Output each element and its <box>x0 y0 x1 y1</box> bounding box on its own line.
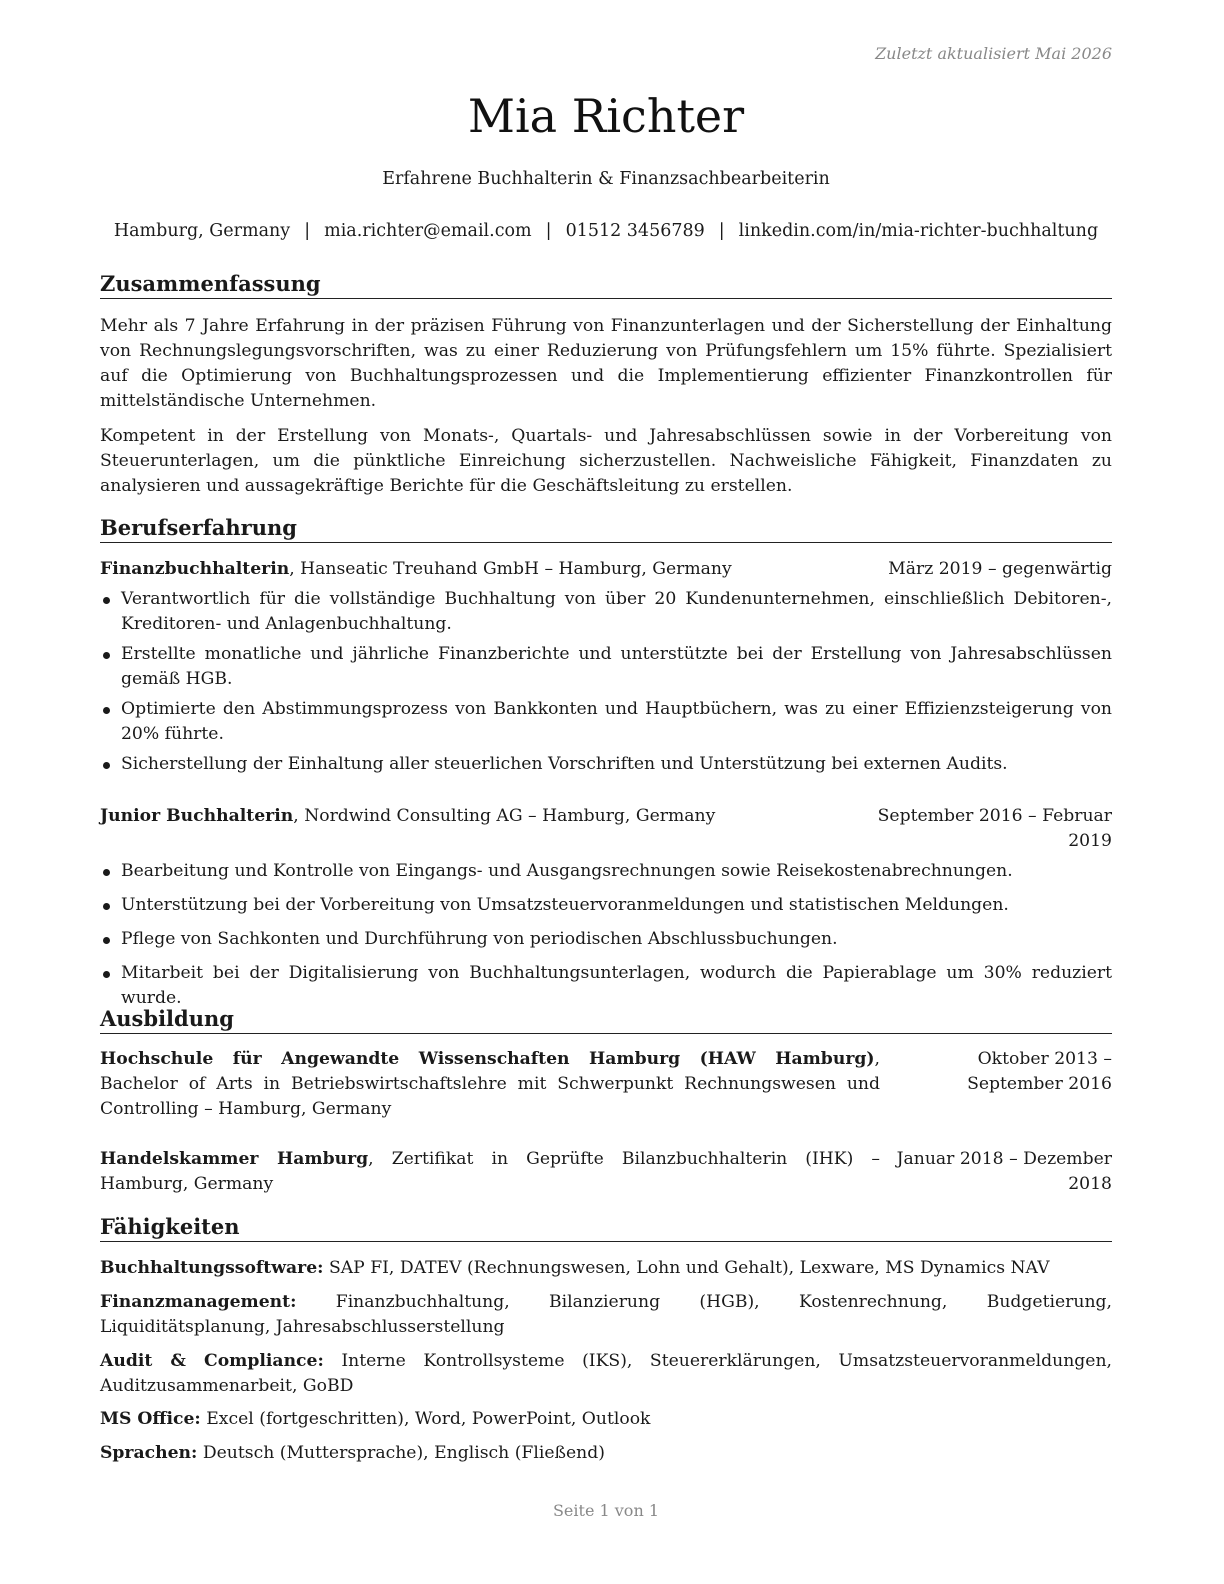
contact-separator: | <box>718 221 725 241</box>
job-dates: September 2016 – Februar 2019 <box>877 806 1112 851</box>
skill-value: Excel (fortgeschritten), Word, PowerPoint, Outlook <box>200 1409 651 1429</box>
contact-phone[interactable]: 01512 3456789 <box>565 221 705 241</box>
skill-label: Buchhaltungssoftware: <box>100 1258 324 1278</box>
job-role: Finanzbuchhalterin <box>100 559 290 579</box>
education-institution: Hochschule für Angewandte Wissenschaften Hamburg (HAW Hamburg) <box>100 1049 875 1069</box>
section-title-summary: Zusammenfassung <box>100 270 1112 299</box>
job-title-line <box>100 804 715 829</box>
education-item <box>100 1147 1112 1197</box>
list-item: Unterstützung bei der Vorbereitung von Umsatzsteuervoranmeldungen und statistischen Meldungen. <box>100 893 1112 918</box>
job-role: Junior Buchhalterin <box>100 806 294 826</box>
skill-row <box>100 1349 1112 1399</box>
education-dates: Januar 2018 – Dezember 2018 <box>896 1149 1112 1194</box>
list-item: Bearbeitung und Kontrolle von Eingangs- und Ausgangsrechnungen sowie Reisekostenabrechnungen. <box>100 859 1112 884</box>
list-item: Sicherstellung der Einhaltung aller steuerlichen Vorschriften und Unterstützung bei externen Audits. <box>100 752 1112 777</box>
skill-value: Interne Kontrollsysteme (IKS), Steuererklärungen, Umsatzsteuervoranmeldungen, Auditzusammenarbeit, GoBD <box>100 1351 1112 1396</box>
skill-row <box>100 1441 1112 1466</box>
section-title-skills: Fähigkeiten <box>100 1213 1112 1242</box>
education-detail: , Bachelor of Arts in Betriebswirtschaftslehre mit Schwerpunkt Rechnungswesen und Controlling – Hamburg, Germany <box>100 1049 880 1119</box>
skill-row <box>100 1407 1112 1432</box>
contact-linkedin[interactable]: linkedin.com/in/mia-richter-buchhaltung <box>738 221 1099 241</box>
contact-location: Hamburg, Germany <box>113 221 291 241</box>
last-updated: Zuletzt aktualisiert Mai 2026 <box>875 44 1112 63</box>
candidate-subtitle: Erfahrene Buchhalterin & Finanzsachbearbeiterin <box>382 169 830 189</box>
education-description <box>100 1047 880 1122</box>
contact-line <box>100 218 1112 244</box>
list-item: Mitarbeit bei der Digitalisierung von Buchhaltungsunterlagen, wodurch die Papierablage um 30% reduziert wurde. <box>100 961 1112 1011</box>
skill-label: Finanzmanagement: <box>100 1292 297 1312</box>
job-company: , Hanseatic Treuhand GmbH – Hamburg, Germany <box>289 559 732 579</box>
education-institution: Handelskammer Hamburg <box>100 1149 369 1169</box>
list-item: Optimierte den Abstimmungsprozess von Bankkonten und Hauptbüchern, was zu einer Effizienzsteigerung von 20% führte. <box>100 697 1112 747</box>
job-company: , Nordwind Consulting AG – Hamburg, Germany <box>293 806 716 826</box>
section-title-experience: Berufserfahrung <box>100 514 1112 543</box>
skill-label: Sprachen: <box>100 1443 198 1463</box>
page-number: Seite 1 von 1 <box>552 1501 660 1520</box>
job-bullets <box>100 587 1112 777</box>
list-item: Erstellte monatliche und jährliche Finanzberichte und unterstützte bei der Erstellung von Jahresabschlüssen gemäß HGB. <box>100 642 1112 692</box>
skill-value: Deutsch (Muttersprache), Englisch (Fließend) <box>197 1443 605 1463</box>
job-dates: März 2019 – gegenwärtig <box>888 559 1112 579</box>
summary-paragraph-1: Mehr als 7 Jahre Erfahrung in der präzisen Führung von Finanzunterlagen und der Sicherstellung der Einhaltung von Rechnungslegungsvorschriften, was zu einer Reduzierung von Prüfungsfehlern um 15% führte. Spezialisiert auf die Optimierung von Buchhaltungsprozessen und die Implementierung effizienter Finanzkontrollen für mittelständische Unternehmen. <box>100 316 1112 411</box>
skill-row <box>100 1256 1112 1281</box>
resume-page <box>100 0 1112 1584</box>
list-item: Verantwortlich für die vollständige Buchhaltung von über 20 Kundenunternehmen, einschließlich Debitoren-, Kreditoren- und Anlagenbuchhaltung. <box>100 587 1112 637</box>
education-detail: , Zertifikat in Geprüfte Bilanzbuchhalterin (IHK) – Hamburg, Germany <box>100 1149 880 1194</box>
job-bullets <box>100 859 1112 1011</box>
job-header <box>100 804 1112 851</box>
list-item: Pflege von Sachkonten und Durchführung von periodischen Abschlussbuchungen. <box>100 927 1112 952</box>
skill-label: Audit & Compliance: <box>100 1351 324 1371</box>
job-header <box>100 557 1112 582</box>
skill-row <box>100 1290 1112 1340</box>
skill-value: SAP FI, DATEV (Rechnungswesen, Lohn und Gehalt), Lexware, MS Dynamics NAV <box>323 1258 1050 1278</box>
skill-value: Finanzbuchhaltung, Bilanzierung (HGB), Kostenrechnung, Budgetierung, Liquiditätsplanung, Jahresabschlusserstellung <box>100 1292 1112 1337</box>
education-description <box>100 1147 880 1197</box>
summary-paragraph-2: Kompetent in der Erstellung von Monats-, Quartals- und Jahresabschlüssen sowie in der Vorbereitung von Steuerunterlagen, um die pünktliche Einreichung sicherzustellen. Nachweisliche Fähigkeit, Finanzdaten zu analysieren und aussagekräftige Berichte für die Geschäftsleitung zu erstellen. <box>100 426 1112 496</box>
education-dates: Oktober 2013 – September 2016 <box>967 1049 1112 1094</box>
skill-label: MS Office: <box>100 1409 201 1429</box>
section-title-education: Ausbildung <box>100 1005 1112 1034</box>
contact-separator: | <box>304 221 311 241</box>
candidate-name: Mia Richter <box>467 89 745 143</box>
contact-separator: | <box>545 221 552 241</box>
education-item <box>100 1047 1112 1122</box>
job-title-line <box>100 557 732 582</box>
contact-email[interactable]: mia.richter@email.com <box>324 221 532 241</box>
